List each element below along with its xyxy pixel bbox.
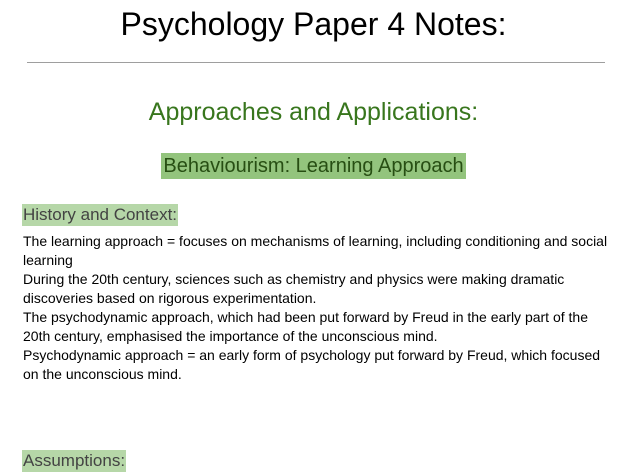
topic-heading-history: History and Context: — [23, 205, 178, 224]
subheading-container — [0, 153, 627, 179]
history-body — [23, 232, 613, 384]
horizontal-rule — [27, 62, 605, 63]
document-title: Psychology Paper 4 Notes: — [120, 6, 507, 42]
subheading: Behaviourism: Learning Approach — [163, 155, 464, 177]
paragraph: Psychodynamic approach = an early form of psychology put forward by Freud, which focused on the unconscious mind. — [23, 347, 601, 382]
paragraph: The learning approach = focuses on mechanisms of learning, including conditioning and social learning — [23, 233, 608, 268]
paragraph: During the 20th century, sciences such as chemistry and physics were making dramatic discoveries based on rigorous experimentation. — [23, 271, 565, 306]
paragraph: The psychodynamic approach, which had been put forward by Freud in the early part of the 20th century, emphasised the importance of the unconscious mind. — [23, 309, 588, 344]
topic-heading-assumptions: Assumptions: — [23, 451, 126, 470]
section-heading: Approaches and Applications: — [148, 98, 479, 126]
